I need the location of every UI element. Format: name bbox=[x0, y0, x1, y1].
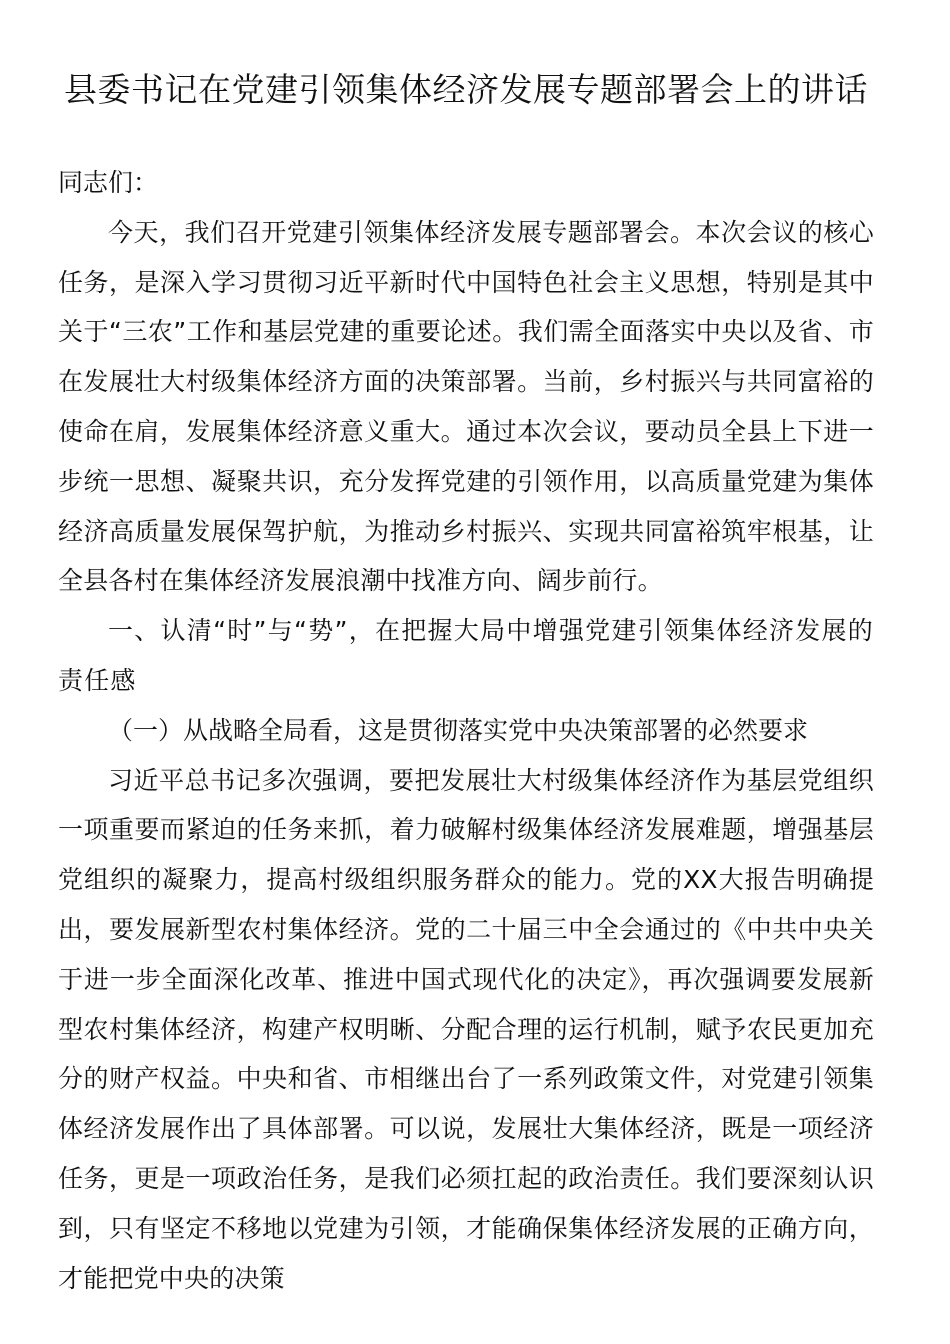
salutation: 同志们： bbox=[58, 168, 159, 197]
body-paragraph: 习近平总书记多次强调，要把发展壮大村级集体经济作为基层党组织一项重要而紧迫的任务来抓，着力破解村级集体经济发展难题，增强基层党组织的凝聚力，提高村级组织服务群众的能力。党的XX大报告明确提出，要发展新型农村集体经济。党的二十届三中全会通过的《中共中央关于进一步全面深化改革、推进中国式现代化的决定》，再次强调要发展新型农村集体经济，构建产权明晰、分配合理的运行机制，赋予农民更加充分的财产权益。中央和省、市相继出台了一系列政策文件，对党建引领集体经济发展作出了具体部署。可以说，发展壮大集体经济，既是一项经济任务，更是一项政治任务，是我们必须扛起的政治责任。我们要深刻认识到，只有坚定不移地以党建为引领，才能确保集体经济发展的正确方向，才能把党中央的决策 bbox=[58, 765, 874, 1293]
document-title: 县委书记在党建引领集体经济发展专题部署会上的讲话 bbox=[64, 70, 868, 109]
subsection-heading-1: （一）从战略全局看，这是贯彻落实党中央决策部署的必然要求 bbox=[108, 715, 809, 745]
intro-paragraph: 今天，我们召开党建引领集体经济发展专题部署会。本次会议的核心任务，是深入学习贯彻习近平新时代中国特色社会主义思想，特别是其中关于“三农”工作和基层党建的重要论述。我们需全面落实中央以及省、市在发展壮大村级集体经济方面的决策部署。当前，乡村振兴与共同富裕的使命在肩，发展集体经济意义重大。通过本次会议，要动员全县上下进一步统一思想、凝聚共识，充分发挥党建的引领作用，以高质量党建为集体经济高质量发展保驾护航，为推动乡村振兴、实现共同富裕筑牢根基，让全县各村在集体经济发展浪潮中找准方向、阔步前行。 bbox=[58, 217, 874, 596]
section-heading-1: 一、认清“时”与“势”，在把握大局中增强党建引领集体经济发展的责任感 bbox=[58, 616, 874, 695]
